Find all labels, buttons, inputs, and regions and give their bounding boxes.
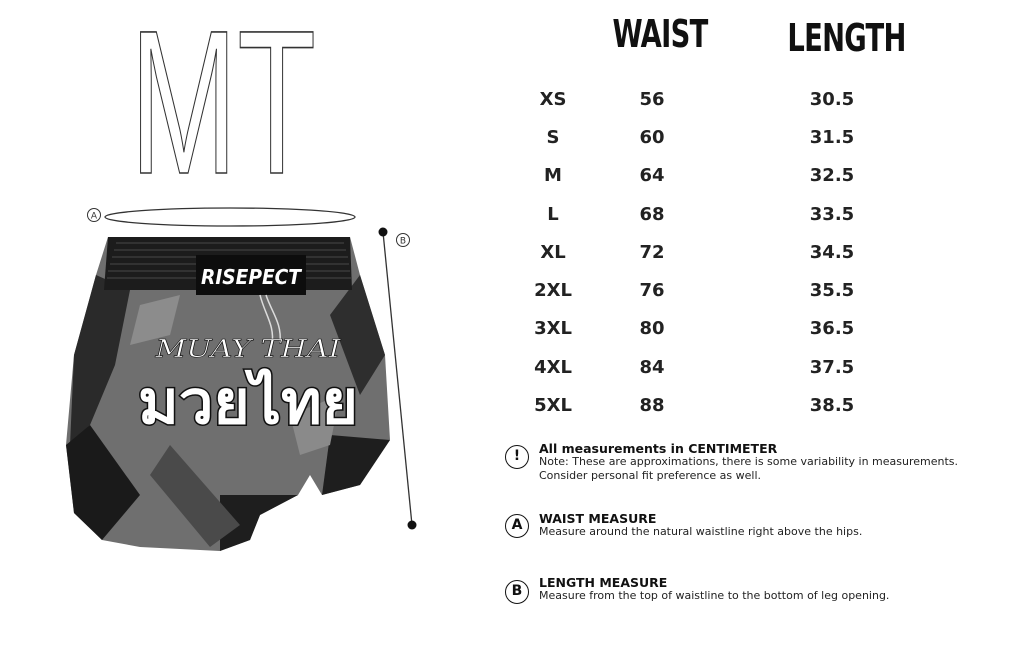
length-header: LENGTH [787, 16, 906, 60]
waist-cell: 84 [639, 357, 665, 378]
size-cell: S [546, 127, 560, 148]
table-row [0, 166, 1010, 204]
info-icon: ! [505, 445, 529, 469]
length-marker-label: B [399, 236, 407, 247]
size-cell: 4XL [534, 357, 572, 378]
length-cell: 30.5 [809, 89, 855, 110]
waist-marker-label: A [90, 211, 98, 222]
waist-measure-icon: A [505, 514, 529, 538]
size-cell: 2XL [534, 280, 572, 301]
waist-cell: 76 [639, 280, 665, 301]
length-cell: 34.5 [809, 242, 855, 263]
length-cell: 38.5 [809, 395, 855, 416]
waist-header: WAIST [612, 12, 708, 56]
length-line-bottom-dot [408, 521, 417, 530]
waist-cell: 72 [639, 242, 665, 263]
waist-measure-title: WAIST MEASURE [539, 511, 657, 526]
shorts-text-thai: มวยไทย [138, 368, 352, 438]
table-row [0, 205, 1010, 243]
length-cell: 32.5 [809, 165, 855, 186]
waist-cell: 80 [639, 318, 665, 339]
table-row [0, 243, 1010, 281]
waist-cell: 68 [639, 204, 665, 225]
waist-measure-text: Measure around the natural waistline right above the hips. [539, 525, 863, 538]
length-cell: 36.5 [809, 318, 855, 339]
length-measure-title: LENGTH MEASURE [539, 575, 668, 590]
size-cell: M [544, 165, 562, 186]
table-row [0, 128, 1010, 166]
table-row [0, 358, 1010, 396]
table-row [0, 90, 1010, 128]
waist-cell: 88 [639, 395, 665, 416]
table-row [0, 396, 1010, 434]
units-note-title: All measurements in CENTIMETER [539, 441, 778, 456]
table-row [0, 319, 1010, 357]
length-cell: 35.5 [809, 280, 855, 301]
size-cell: XL [540, 242, 566, 263]
model-title-text: MT [130, 0, 316, 217]
waist-cell: 56 [639, 89, 665, 110]
length-cell: 37.5 [809, 357, 855, 378]
length-cell: 33.5 [809, 204, 855, 225]
shorts-text-latin: MUAY THAI [154, 335, 342, 363]
length-measure-icon: B [505, 580, 529, 604]
size-cell: XS [539, 89, 567, 110]
table-row [0, 281, 1010, 319]
waist-cell: 64 [639, 165, 665, 186]
brand-label: RISEPECT [201, 265, 303, 289]
length-cell: 31.5 [809, 127, 855, 148]
size-cell: 3XL [534, 318, 572, 339]
units-note-line-2: Consider personal fit preference as well. [539, 469, 762, 482]
units-note-line-1: Note: These are approximations, there is some variability in measurements. [539, 455, 959, 468]
waist-cell: 60 [639, 127, 665, 148]
size-cell: L [547, 204, 559, 225]
size-cell: 5XL [534, 395, 572, 416]
length-measure-text: Measure from the top of waistline to the bottom of leg opening. [539, 589, 890, 602]
